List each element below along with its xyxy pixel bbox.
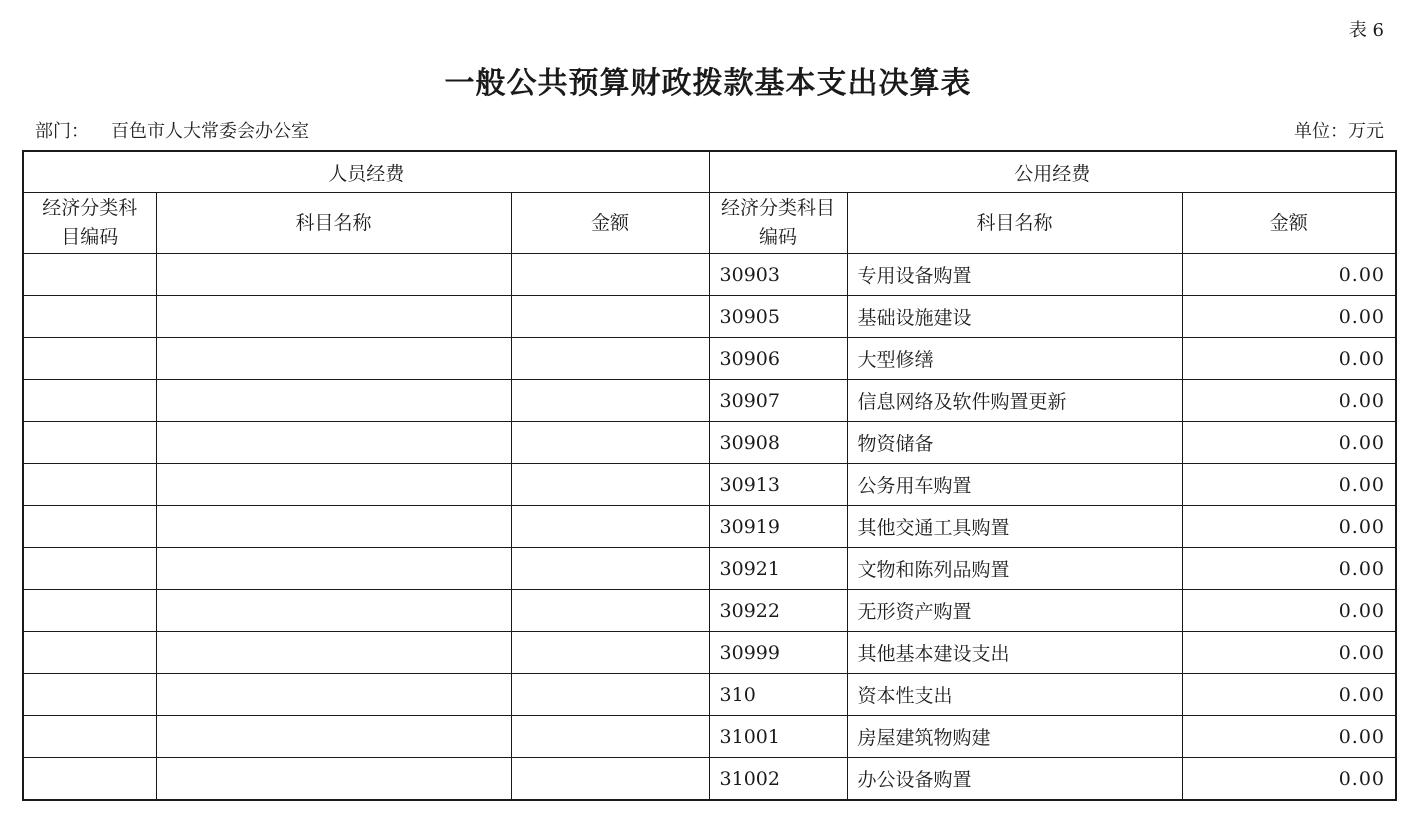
public-amount-cell: 0.00: [1182, 380, 1396, 422]
personnel-name-header: 科目名称: [156, 193, 511, 254]
public-code-cell: 30907: [709, 380, 847, 422]
personnel-amount-cell: [511, 674, 709, 716]
table-row: [23, 464, 1396, 506]
public-amount-cell: 0.00: [1182, 296, 1396, 338]
table-row: [23, 758, 1396, 801]
public-code-cell: 31001: [709, 716, 847, 758]
public-amount-header: 金额: [1182, 193, 1396, 254]
report-title: 一般公共预算财政拨款基本支出决算表: [444, 66, 972, 101]
personnel-amount-cell: [511, 506, 709, 548]
table-row: [23, 296, 1396, 338]
table-body: [23, 254, 1396, 801]
public-name-header: 科目名称: [847, 193, 1182, 254]
public-code-cell: 30913: [709, 464, 847, 506]
personnel-code-cell: [23, 338, 156, 380]
public-name-cell: 基础设施建设: [847, 296, 1182, 338]
department-value: 百色市人大常委会办公室: [111, 121, 309, 142]
personnel-name-cell: [156, 254, 511, 296]
public-amount-cell: 0.00: [1182, 632, 1396, 674]
public-name-cell: 大型修缮: [847, 338, 1182, 380]
public-name-cell: 文物和陈列品购置: [847, 548, 1182, 590]
unit-label: 单位：万元: [1294, 121, 1384, 142]
table-row: [23, 506, 1396, 548]
public-code-cell: 30999: [709, 632, 847, 674]
personnel-code-cell: [23, 464, 156, 506]
personnel-amount-cell: [511, 422, 709, 464]
department-line: [35, 117, 309, 143]
public-name-cell: 无形资产购置: [847, 590, 1182, 632]
public-name-cell: 办公设备购置: [847, 758, 1182, 801]
table-row: [23, 254, 1396, 296]
public-code-cell: 30921: [709, 548, 847, 590]
personnel-code-cell: [23, 758, 156, 801]
group-header-row: [23, 151, 1396, 193]
personnel-name-cell: [156, 590, 511, 632]
public-name-cell: 物资储备: [847, 422, 1182, 464]
public-code-cell: 30919: [709, 506, 847, 548]
column-header-row: [23, 193, 1396, 254]
personnel-name-cell: [156, 548, 511, 590]
public-name-cell: 其他交通工具购置: [847, 506, 1182, 548]
table-row: [23, 548, 1396, 590]
public-name-cell: 专用设备购置: [847, 254, 1182, 296]
public-code-cell: 31002: [709, 758, 847, 801]
personnel-code-header: 经济分类科目编码: [23, 193, 156, 254]
public-amount-cell: 0.00: [1182, 590, 1396, 632]
public-amount-cell: 0.00: [1182, 254, 1396, 296]
public-name-cell: 资本性支出: [847, 674, 1182, 716]
public-amount-cell: 0.00: [1182, 674, 1396, 716]
personnel-name-cell: [156, 380, 511, 422]
table-row: [23, 338, 1396, 380]
personnel-amount-cell: [511, 338, 709, 380]
personnel-name-cell: [156, 422, 511, 464]
public-code-cell: 30922: [709, 590, 847, 632]
public-amount-cell: 0.00: [1182, 464, 1396, 506]
personnel-amount-header: 金额: [511, 193, 709, 254]
personnel-amount-cell: [511, 758, 709, 801]
table-row: [23, 674, 1396, 716]
table-row: [23, 716, 1396, 758]
personnel-amount-cell: [511, 464, 709, 506]
personnel-code-cell: [23, 548, 156, 590]
personnel-name-cell: [156, 338, 511, 380]
public-code-header: 经济分类科目编码: [709, 193, 847, 254]
personnel-name-cell: [156, 464, 511, 506]
public-name-cell: 信息网络及软件购置更新: [847, 380, 1182, 422]
personnel-code-cell: [23, 422, 156, 464]
personnel-name-cell: [156, 758, 511, 801]
public-code-cell: 30903: [709, 254, 847, 296]
personnel-code-cell: [23, 296, 156, 338]
personnel-amount-cell: [511, 716, 709, 758]
table-row: [23, 632, 1396, 674]
public-expense-header: 公用经费: [709, 151, 1396, 193]
public-code-cell: 30905: [709, 296, 847, 338]
table-number: 表 6: [1348, 20, 1384, 41]
public-amount-cell: 0.00: [1182, 338, 1396, 380]
table-row: [23, 380, 1396, 422]
personnel-code-cell: [23, 380, 156, 422]
personnel-code-cell: [23, 674, 156, 716]
personnel-amount-cell: [511, 296, 709, 338]
personnel-amount-cell: [511, 380, 709, 422]
personnel-amount-cell: [511, 590, 709, 632]
personnel-code-cell: [23, 506, 156, 548]
public-code-cell: 310: [709, 674, 847, 716]
department-label: 部门：: [35, 121, 89, 142]
public-name-cell: 房屋建筑物购建: [847, 716, 1182, 758]
public-name-cell: 其他基本建设支出: [847, 632, 1182, 674]
personnel-name-cell: [156, 296, 511, 338]
table-row: [23, 590, 1396, 632]
public-amount-cell: 0.00: [1182, 758, 1396, 801]
personnel-expense-header: 人员经费: [23, 151, 709, 193]
public-code-cell: 30908: [709, 422, 847, 464]
public-amount-cell: 0.00: [1182, 506, 1396, 548]
personnel-amount-cell: [511, 254, 709, 296]
personnel-name-cell: [156, 716, 511, 758]
public-code-cell: 30906: [709, 338, 847, 380]
public-amount-cell: 0.00: [1182, 716, 1396, 758]
public-name-cell: 公务用车购置: [847, 464, 1182, 506]
personnel-name-cell: [156, 632, 511, 674]
table-row: [23, 422, 1396, 464]
personnel-code-cell: [23, 632, 156, 674]
public-amount-cell: 0.00: [1182, 548, 1396, 590]
personnel-code-cell: [23, 716, 156, 758]
personnel-amount-cell: [511, 632, 709, 674]
personnel-name-cell: [156, 674, 511, 716]
expenditure-table: [22, 150, 1397, 801]
personnel-code-cell: [23, 254, 156, 296]
personnel-name-cell: [156, 506, 511, 548]
public-amount-cell: 0.00: [1182, 422, 1396, 464]
personnel-amount-cell: [511, 548, 709, 590]
personnel-code-cell: [23, 590, 156, 632]
